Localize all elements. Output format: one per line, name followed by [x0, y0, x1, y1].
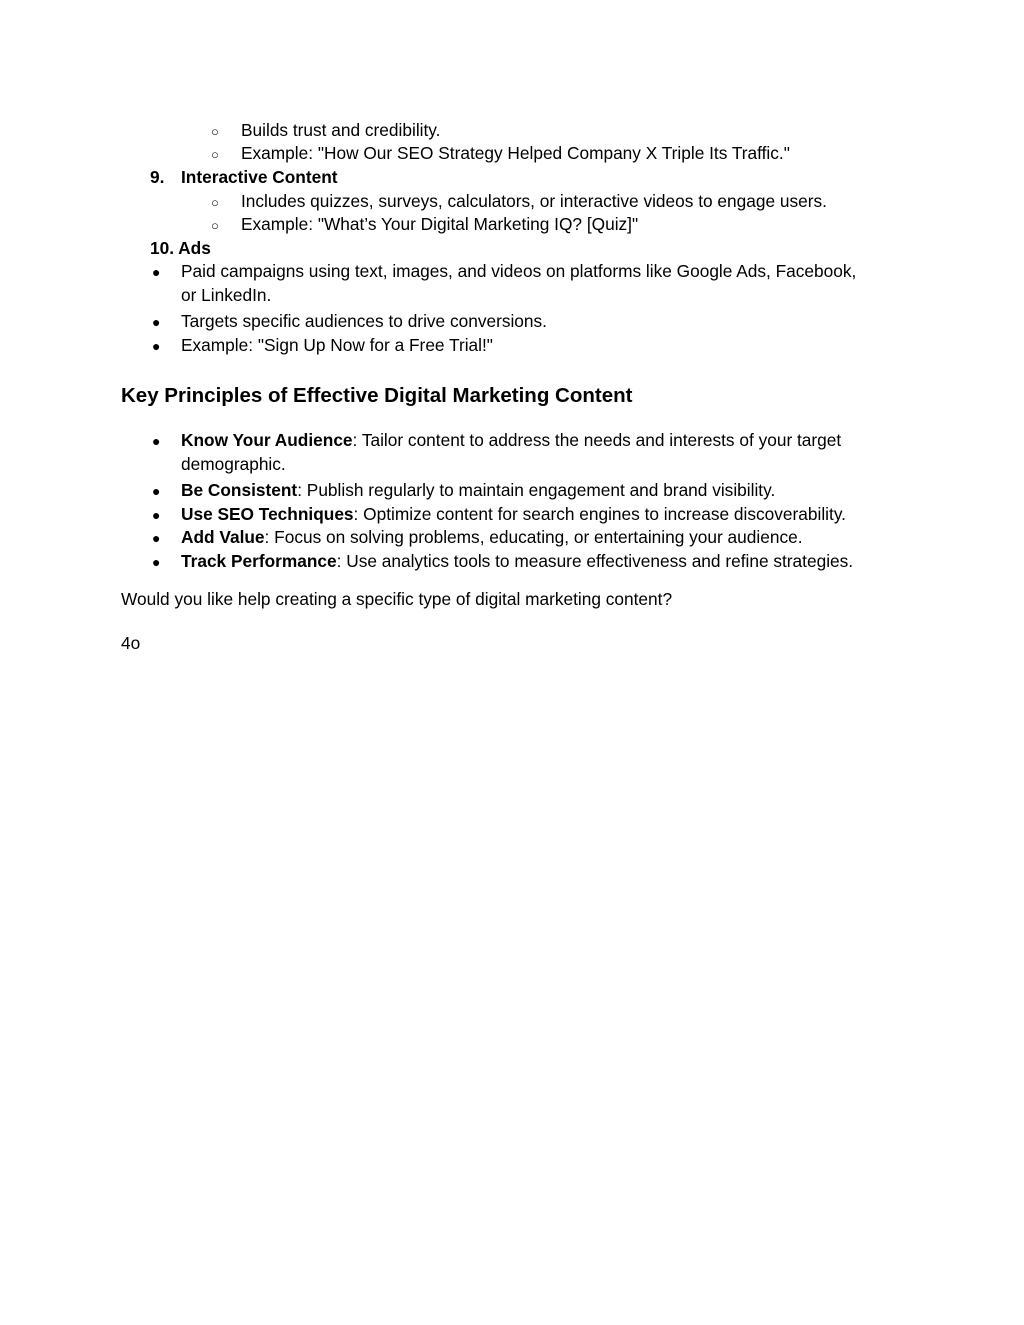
- hollow-bullet-icon: ○: [211, 218, 219, 233]
- hollow-bullet-icon: ○: [211, 147, 219, 162]
- list-item-continuation: demographic.: [181, 454, 286, 474]
- item-title: 10. Ads: [150, 238, 211, 258]
- item-text: : Publish regularly to maintain engagement and brand visibility.: [297, 480, 776, 500]
- list-item: [181, 529, 803, 546]
- list-item: Builds trust and credibility.: [241, 120, 441, 140]
- bullet-icon: ●: [152, 314, 161, 330]
- item-term: Be Consistent: [181, 480, 298, 500]
- list-item: [181, 506, 846, 523]
- hollow-bullet-icon: ○: [211, 124, 219, 139]
- list-item: Paid campaigns using text, images, and videos on platforms like Google Ads, Facebook,: [181, 261, 857, 281]
- item-title: Interactive Content: [181, 167, 338, 187]
- closing-question: Would you like help creating a specific type of digital marketing content?: [121, 589, 673, 609]
- list-item: [181, 553, 853, 570]
- item-term: Add Value: [181, 527, 265, 547]
- bullet-icon: ●: [152, 433, 161, 449]
- item-term: Know Your Audience: [181, 430, 353, 450]
- item-text: : Use analytics tools to measure effectiveness and refine strategies.: [336, 551, 854, 571]
- item-term: Track Performance: [181, 551, 337, 571]
- list-item: Example: "How Our SEO Strategy Helped Company X Triple Its Traffic.": [241, 143, 790, 163]
- section-heading: Key Principles of Effective Digital Marketing Content: [121, 384, 633, 407]
- bullet-icon: ●: [152, 338, 161, 354]
- bullet-icon: ●: [152, 483, 161, 499]
- list-item: Targets specific audiences to drive conversions.: [181, 311, 547, 331]
- item-text: : Tailor content to address the needs and interests of your target: [352, 430, 842, 450]
- list-item-continuation: or LinkedIn.: [181, 285, 272, 305]
- bullet-icon: ●: [152, 530, 161, 546]
- item-text: : Focus on solving problems, educating, or entertaining your audience.: [264, 527, 803, 547]
- hollow-bullet-icon: ○: [211, 195, 219, 210]
- list-item: Includes quizzes, surveys, calculators, or interactive videos to engage users.: [241, 191, 827, 211]
- item-text: : Optimize content for search engines to increase discoverability.: [353, 504, 846, 524]
- bullet-icon: ●: [152, 507, 161, 523]
- list-item: Example: "Sign Up Now for a Free Trial!": [181, 335, 493, 355]
- model-label: 4o: [121, 633, 141, 653]
- list-item: Example: "What’s Your Digital Marketing IQ? [Quiz]": [241, 214, 639, 234]
- list-item: [181, 432, 841, 449]
- item-number: 9.: [150, 167, 165, 187]
- list-item: [181, 482, 775, 499]
- bullet-icon: ●: [152, 264, 161, 280]
- item-term: Use SEO Techniques: [181, 504, 354, 524]
- bullet-icon: ●: [152, 554, 161, 570]
